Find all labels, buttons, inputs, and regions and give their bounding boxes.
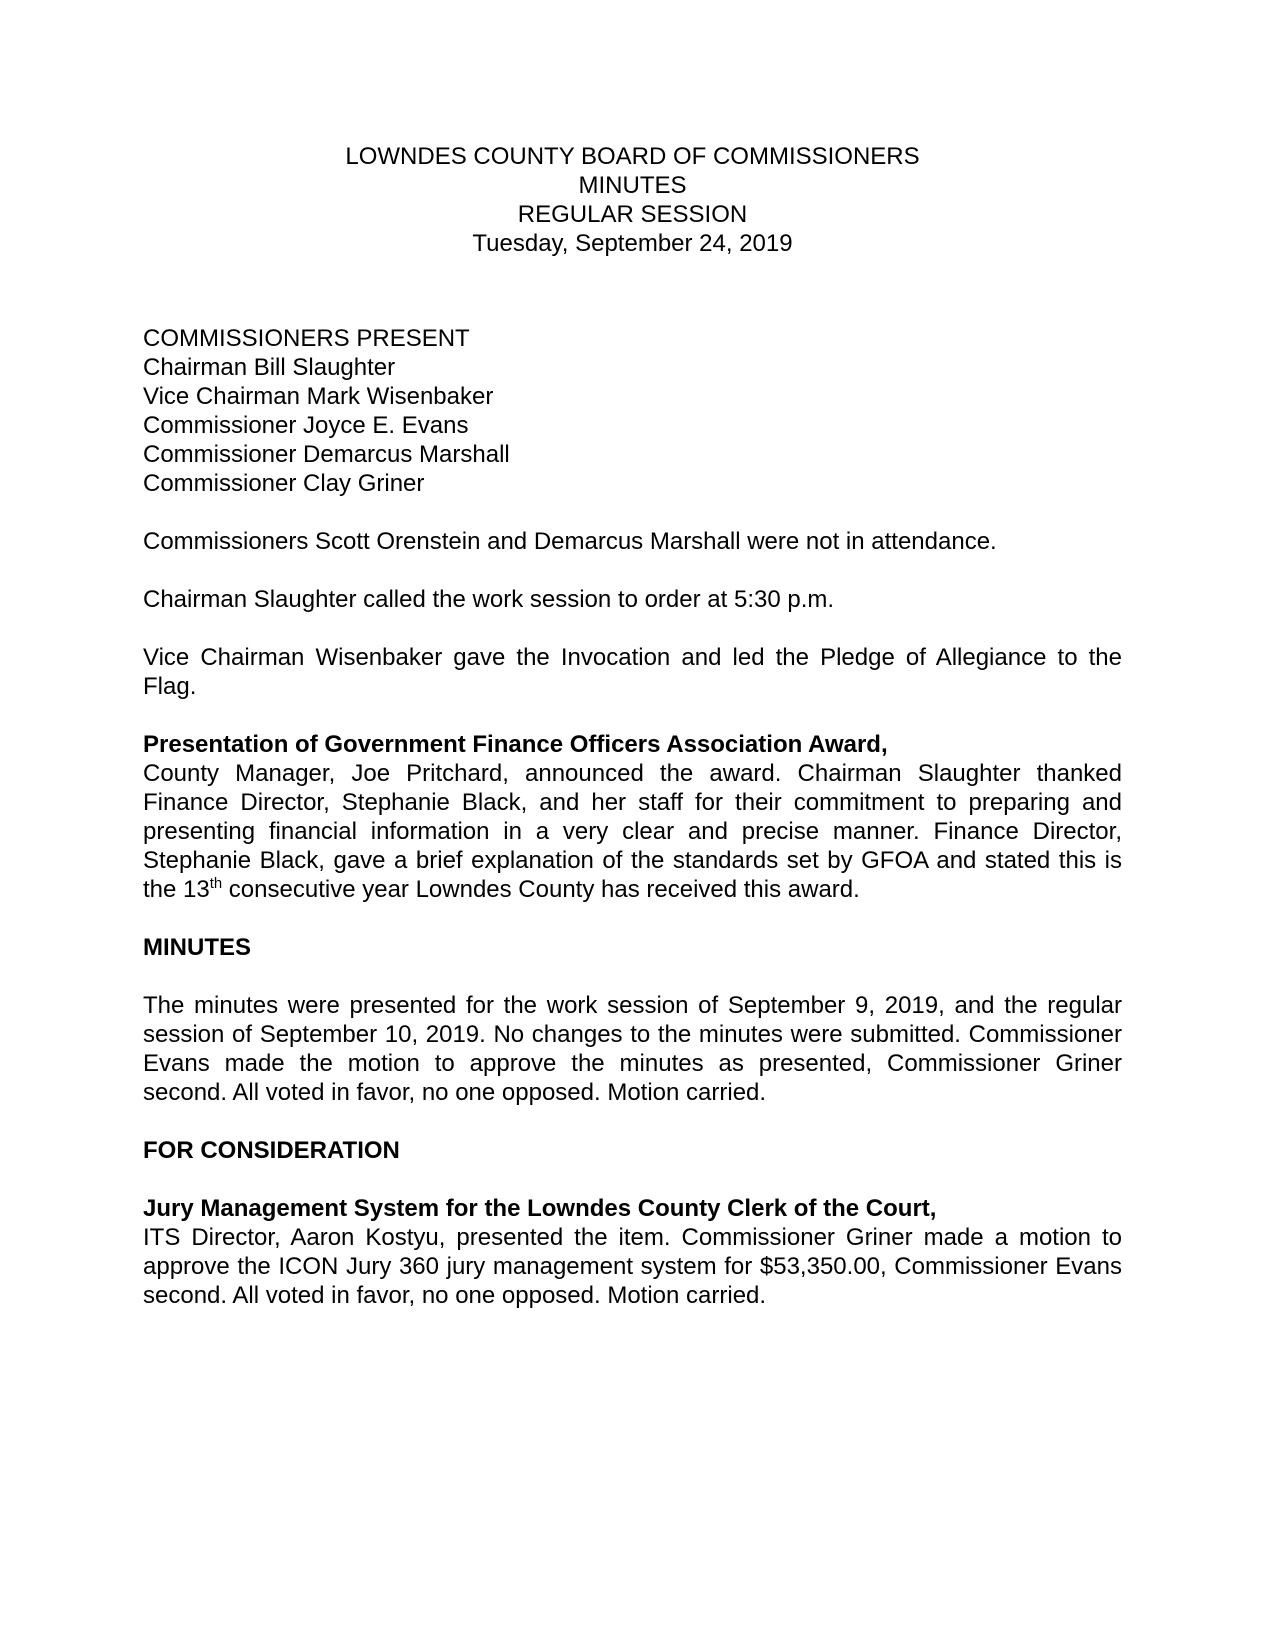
list-line: Commissioner Joyce E. Evans	[143, 412, 469, 439]
minutes-approval-paragraph: The minutes were presented for the work session of September 9, 2019, and the regular session of September 10, 2019. No changes to the minutes were submitted. Commissioner Evans made the motion to approve the minutes as presented, Commissioner Griner second. All voted in favor, no one opposed. Motion carried.	[143, 992, 1122, 1106]
item-paragraph	[143, 1223, 1122, 1310]
jury-management-section	[143, 1194, 1122, 1310]
minutes-section-heading: MINUTES	[143, 934, 251, 961]
page-title: LOWNDES COUNTY BOARD OF COMMISSIONERS	[345, 143, 920, 170]
commissioners-present-list	[143, 324, 1122, 498]
item-paragraph	[143, 759, 1122, 904]
title-line: Tuesday, September 24, 2019	[472, 230, 793, 257]
list-line: Chairman Bill Slaughter	[143, 354, 396, 381]
gfoa-award-section	[143, 730, 1122, 904]
attendance-note-paragraph: Commissioners Scott Orenstein and Demarcus Marshall were not in attendance.	[143, 528, 997, 555]
title-line: MINUTES	[578, 172, 687, 199]
document-body	[143, 324, 1122, 1310]
list-heading-line: COMMISSIONERS PRESENT	[143, 325, 470, 352]
item-heading: Jury Management System for the Lowndes County Clerk of the Court,	[143, 1195, 937, 1222]
run-text: ITS Director, Aaron Kostyu, presented the item. Commissioner Griner made a motion to approve the ICON Jury 360 jury management system for $53,350.00, Commissioner Evans second. All voted in favor, no one opposed. Motion carried.	[143, 1224, 1122, 1309]
run-text: consecutive year Lowndes County has received this award.	[222, 876, 860, 903]
item-heading: Presentation of Government Finance Officers Association Award,	[143, 731, 888, 758]
list-line: Vice Chairman Mark Wisenbaker	[143, 383, 494, 410]
invocation-paragraph: Vice Chairman Wisenbaker gave the Invocation and led the Pledge of Allegiance to the Flag.	[143, 644, 1122, 700]
list-line: Commissioner Demarcus Marshall	[143, 441, 510, 468]
title-line: REGULAR SESSION	[517, 201, 748, 228]
run-text: County Manager, Joe Pritchard, announced the award. Chairman Slaughter thanked Finance Director, Stephanie Black, and her staff for their commitment to preparing and presenting financial information in a very clear and precise manner. Finance Director, Stephanie Black, gave a brief explanation of the standards set by GFOA and stated this is the 13	[143, 760, 1122, 903]
list-line: Commissioner Clay Griner	[143, 470, 425, 497]
call-to-order-paragraph: Chairman Slaughter called the work session to order at 5:30 p.m.	[143, 586, 835, 613]
document-title-block	[143, 142, 1122, 258]
superscript-text: th	[209, 876, 223, 892]
for-consideration-section-heading: FOR CONSIDERATION	[143, 1137, 400, 1164]
